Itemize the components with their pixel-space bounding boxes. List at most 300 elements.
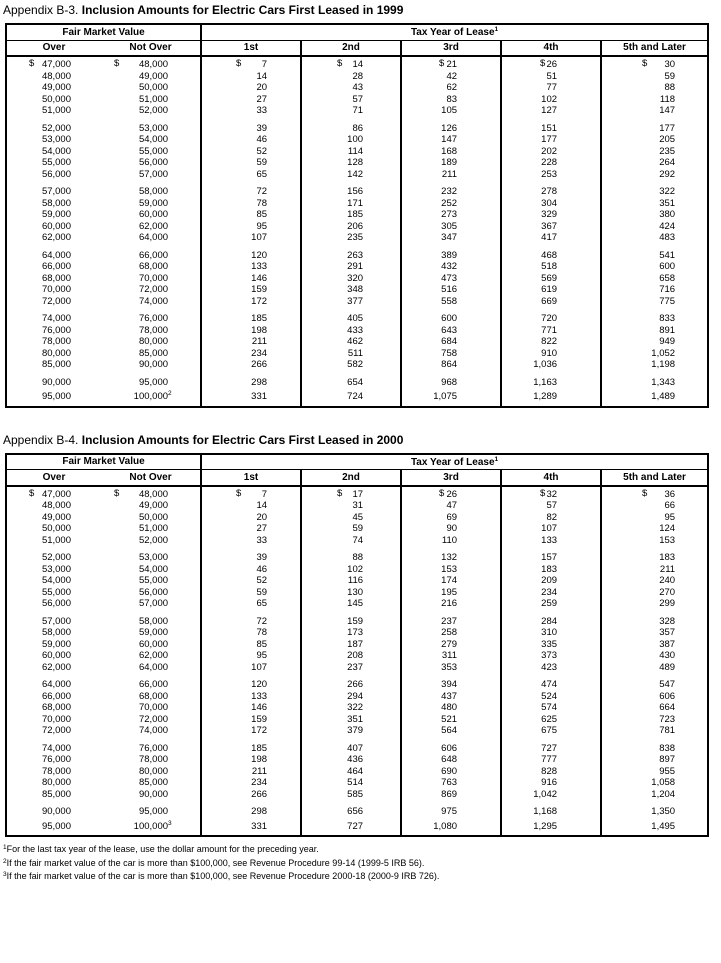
table-cell xyxy=(101,336,201,348)
table-cell xyxy=(301,221,401,233)
table-row xyxy=(6,209,708,221)
table-cell xyxy=(501,157,601,169)
cell-value: 74,000 xyxy=(41,313,71,324)
cell-value: 263 xyxy=(347,249,364,261)
table-cell xyxy=(501,546,601,564)
table-cell xyxy=(201,82,301,94)
table-cell xyxy=(601,388,708,407)
cell-value: 90,000 xyxy=(41,806,71,817)
cell-value: 64,000 xyxy=(138,661,169,673)
table-cell xyxy=(401,650,501,662)
cell-value: 228 xyxy=(541,157,558,168)
cell-value: 74,000 xyxy=(138,295,169,307)
cell-value: 211 xyxy=(251,336,268,347)
cell-value: 279 xyxy=(441,638,458,650)
table-cell xyxy=(301,818,401,837)
table-cell xyxy=(501,800,601,818)
table-cell xyxy=(301,198,401,210)
cell-value: 72,000 xyxy=(41,725,71,736)
table-cell xyxy=(6,296,101,308)
table-cell xyxy=(201,486,301,501)
table-cell xyxy=(301,610,401,628)
table-cell xyxy=(201,232,301,244)
table-cell xyxy=(201,575,301,587)
cell-value: 86 xyxy=(352,122,364,134)
table-cell xyxy=(6,273,101,285)
table-cell xyxy=(101,325,201,337)
cell-value: 59,000 xyxy=(41,209,71,220)
table-cell xyxy=(601,714,708,726)
table-cell xyxy=(401,766,501,778)
dollar-sign: $ xyxy=(439,58,445,69)
table-cell xyxy=(501,348,601,360)
cell-value: 95,000 xyxy=(41,820,71,832)
cell-value: 1,295 xyxy=(533,820,558,832)
cell-value: 1,489 xyxy=(651,391,676,402)
cell-value: 516 xyxy=(441,284,458,295)
tax-year-of-lease-header: Tax Year of Lease$^1$ xyxy=(201,24,708,40)
cell-value: 211 xyxy=(441,168,458,180)
cell-value: 133 xyxy=(251,690,268,702)
table-cell xyxy=(401,284,501,296)
table-row xyxy=(6,371,708,389)
cell-value: 284 xyxy=(541,615,558,627)
table-cell xyxy=(401,221,501,233)
cell-value: 124 xyxy=(659,523,676,534)
cell-value: 514 xyxy=(347,777,364,788)
cell-value: 147 xyxy=(441,134,458,145)
table-cell xyxy=(401,348,501,360)
table-cell xyxy=(601,209,708,221)
cell-value: 65 xyxy=(256,598,268,609)
cell-value: 298 xyxy=(251,376,268,388)
cell-value: 107 xyxy=(541,523,558,534)
table-row xyxy=(6,714,708,726)
cell-value: 51,000 xyxy=(138,93,169,105)
table-cell xyxy=(601,261,708,273)
cell-value: 387 xyxy=(659,638,676,650)
table-cell xyxy=(301,789,401,801)
cell-value: 68,000 xyxy=(138,690,169,702)
column-header-over: Over xyxy=(6,470,101,486)
table-cell xyxy=(101,800,201,818)
table-cell xyxy=(301,94,401,106)
cell-value: 209 xyxy=(541,575,558,586)
table-cell xyxy=(501,818,601,837)
cell-value: 864 xyxy=(441,359,458,370)
table-cell xyxy=(501,261,601,273)
cell-value: 335 xyxy=(541,638,558,650)
cell-value: 95,000 xyxy=(41,391,71,402)
cell-value: 331 xyxy=(251,820,268,832)
table-cell xyxy=(6,71,101,83)
cell-value: 177 xyxy=(541,134,558,145)
dollar-sign: $ xyxy=(642,487,648,499)
table-cell xyxy=(101,535,201,547)
table-cell xyxy=(401,56,501,71)
cell-value: 777 xyxy=(541,754,558,765)
footnote-ref: 3 xyxy=(3,871,7,878)
cell-value: 656 xyxy=(347,806,364,817)
cell-value: 468 xyxy=(541,249,558,261)
cell-value: 47 xyxy=(446,500,458,511)
cell-value: 658 xyxy=(659,272,676,284)
table-cell xyxy=(6,564,101,576)
table-cell xyxy=(501,650,601,662)
appendix-b4-section xyxy=(0,433,721,838)
table-cell xyxy=(201,523,301,535)
table-row xyxy=(6,198,708,210)
row-group xyxy=(6,673,708,737)
table-row xyxy=(6,546,708,564)
table-cell xyxy=(101,627,201,639)
table-cell xyxy=(6,512,101,524)
cell-value: 437 xyxy=(441,690,458,702)
table-cell xyxy=(501,105,601,117)
table-cell xyxy=(6,284,101,296)
table-cell xyxy=(501,702,601,714)
cell-value: 278 xyxy=(541,186,558,197)
cell-value: 59,000 xyxy=(138,197,169,209)
row-group xyxy=(6,800,708,836)
table-cell xyxy=(301,512,401,524)
table-cell xyxy=(601,627,708,639)
table-cell xyxy=(101,244,201,262)
cell-value: 110 xyxy=(441,534,458,546)
cell-value: 357 xyxy=(659,627,676,638)
cell-value: 66 xyxy=(664,500,676,511)
table-cell xyxy=(201,598,301,610)
cell-value: 59 xyxy=(256,586,268,598)
table-cell xyxy=(201,818,301,837)
table-cell xyxy=(201,725,301,737)
table-row xyxy=(6,348,708,360)
cell-value: 53,000 xyxy=(138,122,169,134)
cell-value: 62,000 xyxy=(41,661,71,673)
column-header-1st: 1st xyxy=(201,470,301,486)
table-cell xyxy=(301,157,401,169)
table-cell xyxy=(301,296,401,308)
cell-value: 483 xyxy=(659,232,676,243)
table-cell xyxy=(201,146,301,158)
cell-value: 64,000 xyxy=(138,232,169,243)
table-cell xyxy=(6,56,101,71)
cell-value: 78,000 xyxy=(138,324,169,336)
cell-value: 547 xyxy=(659,679,676,690)
table-cell xyxy=(201,348,301,360)
cell-value: 45 xyxy=(352,511,364,523)
table-cell xyxy=(101,348,201,360)
table-cell xyxy=(201,639,301,651)
cell-value: 30 xyxy=(664,59,676,70)
table-cell xyxy=(6,754,101,766)
table-cell xyxy=(101,691,201,703)
table-cell xyxy=(501,359,601,371)
table-cell xyxy=(6,737,101,755)
footnote xyxy=(3,842,721,856)
cell-value: 258 xyxy=(441,627,458,638)
table-cell xyxy=(501,789,601,801)
cell-value: 65 xyxy=(256,168,268,180)
table-cell xyxy=(301,244,401,262)
cell-value: 90,000 xyxy=(41,376,71,388)
cell-value: 90 xyxy=(446,523,458,534)
column-header-3rd: 3rd xyxy=(401,40,501,56)
cell-value: 57,000 xyxy=(138,168,169,180)
cell-value: 916 xyxy=(541,777,558,788)
cell-value: 187 xyxy=(347,638,364,650)
table-cell xyxy=(301,105,401,117)
table-cell xyxy=(6,232,101,244)
column-header-5th-and-later: 5th and Later xyxy=(601,470,708,486)
table-row xyxy=(6,766,708,778)
column-header-1st: 1st xyxy=(201,40,301,56)
table-cell xyxy=(601,71,708,83)
cell-value: 26 xyxy=(446,488,458,500)
cell-value: 77 xyxy=(546,82,558,93)
cell-value: 64,000 xyxy=(41,679,71,690)
cell-value: 1,198 xyxy=(651,359,676,370)
cell-value: 52,000 xyxy=(41,552,71,563)
table-cell xyxy=(501,221,601,233)
cell-value: 600 xyxy=(441,313,458,324)
cell-value: 118 xyxy=(659,93,676,105)
table-cell xyxy=(601,359,708,371)
table-cell xyxy=(6,486,101,501)
table-row xyxy=(6,134,708,146)
cell-value: 78,000 xyxy=(138,754,169,765)
table-cell xyxy=(101,564,201,576)
cell-value: 76,000 xyxy=(138,313,169,324)
cell-value: 83 xyxy=(446,93,458,105)
cell-value: 625 xyxy=(541,713,558,725)
cell-value: 66,000 xyxy=(41,261,71,272)
cell-value: 177 xyxy=(659,122,676,134)
cell-value: 48,000 xyxy=(41,70,71,82)
cell-value: 85 xyxy=(256,638,268,650)
cell-value: 518 xyxy=(541,261,558,272)
cell-value: 168 xyxy=(441,145,458,157)
table-cell xyxy=(301,336,401,348)
cell-value: 102 xyxy=(347,563,364,575)
cell-value: 727 xyxy=(347,820,364,832)
table-cell xyxy=(201,134,301,146)
table-cell xyxy=(501,598,601,610)
cell-value: 1,036 xyxy=(533,359,558,370)
cell-value: 56,000 xyxy=(138,157,169,168)
table-cell xyxy=(501,307,601,325)
cell-value: 64,000 xyxy=(41,249,71,261)
table-cell xyxy=(101,777,201,789)
table-cell xyxy=(401,209,501,221)
table-cell xyxy=(601,146,708,158)
footnote-ref: 1 xyxy=(3,844,7,851)
table-cell xyxy=(501,691,601,703)
table-row xyxy=(6,777,708,789)
table-cell xyxy=(601,546,708,564)
table-cell xyxy=(101,261,201,273)
table-cell xyxy=(301,284,401,296)
cell-value: 52 xyxy=(256,575,268,586)
table-cell xyxy=(101,146,201,158)
table-cell xyxy=(6,800,101,818)
table-cell xyxy=(601,198,708,210)
cell-value: 758 xyxy=(441,347,458,359)
cell-value: 71 xyxy=(352,105,364,116)
cell-value: 53,000 xyxy=(41,134,71,145)
cell-value: 42 xyxy=(446,70,458,82)
table-cell xyxy=(401,371,501,389)
cell-value: 208 xyxy=(347,650,364,661)
appendix-b4-title-prefix: Appendix B-4. xyxy=(3,432,79,447)
table-cell xyxy=(501,232,601,244)
table-cell xyxy=(401,714,501,726)
table-cell xyxy=(6,371,101,389)
table-cell xyxy=(601,221,708,233)
table-row xyxy=(6,818,708,837)
table-cell xyxy=(501,209,601,221)
table-cell xyxy=(301,486,401,501)
cell-value: 127 xyxy=(541,105,558,116)
cell-value: 183 xyxy=(541,563,558,575)
column-header-5th-and-later: 5th and Later xyxy=(601,40,708,56)
dollar-sign: $ xyxy=(236,58,242,69)
cell-value: 171 xyxy=(347,197,364,209)
dollar-sign: $ xyxy=(337,58,343,69)
table-cell xyxy=(601,336,708,348)
cell-value: 68,000 xyxy=(41,272,71,284)
cell-value: 232 xyxy=(441,186,458,197)
table-cell xyxy=(401,232,501,244)
table-cell xyxy=(601,94,708,106)
footnote-ref: 1 xyxy=(494,26,499,34)
appendix-b3-section xyxy=(0,3,721,408)
table-cell xyxy=(501,766,601,778)
cell-value: 32 xyxy=(546,488,558,500)
appendix-b4-title-main: Inclusion Amounts for Electric Cars First Leased in 2000 xyxy=(81,432,404,447)
table-header xyxy=(6,454,708,486)
table-row xyxy=(6,673,708,691)
cell-value: 48,000 xyxy=(41,500,71,511)
table-cell xyxy=(201,56,301,71)
cell-value: 50,000 xyxy=(138,82,169,93)
cell-value: 237 xyxy=(441,615,458,627)
cell-value: 52,000 xyxy=(138,105,169,116)
cell-value: 394 xyxy=(441,679,458,690)
inclusion-amounts-table xyxy=(5,453,709,838)
table-cell xyxy=(201,702,301,714)
cell-value: 328 xyxy=(659,615,676,627)
cell-value: 50,000 xyxy=(138,511,169,523)
table-cell xyxy=(501,714,601,726)
table-cell xyxy=(401,512,501,524)
cell-value: 14 xyxy=(256,500,268,511)
cell-value: 720 xyxy=(541,313,558,324)
table-cell xyxy=(301,639,401,651)
table-cell xyxy=(301,134,401,146)
table-cell xyxy=(501,564,601,576)
table-row xyxy=(6,610,708,628)
row-group xyxy=(6,486,708,547)
table-cell xyxy=(401,486,501,501)
table-cell xyxy=(601,325,708,337)
cell-value: 351 xyxy=(347,713,364,725)
table-cell xyxy=(401,198,501,210)
cell-value: 60,000 xyxy=(138,638,169,650)
cell-value: 1,075 xyxy=(433,391,458,402)
cell-value: 424 xyxy=(659,220,676,232)
footnote-ref: 2 xyxy=(3,857,7,865)
table-cell xyxy=(6,198,101,210)
table-cell xyxy=(101,134,201,146)
cell-value: 1,343 xyxy=(651,376,676,388)
table-cell xyxy=(601,56,708,71)
cell-value: 100 xyxy=(347,134,364,145)
table-cell xyxy=(501,134,601,146)
cell-value: 234 xyxy=(541,586,558,598)
table-cell xyxy=(6,82,101,94)
cell-value: 968 xyxy=(441,376,458,388)
table-cell xyxy=(301,650,401,662)
table-cell xyxy=(401,587,501,599)
cell-value: 74,000 xyxy=(41,742,71,754)
cell-value: 211 xyxy=(251,765,268,777)
cell-value: 72,000 xyxy=(138,713,169,725)
cell-value: 298 xyxy=(251,806,268,817)
cell-value: 57,000 xyxy=(41,186,71,197)
table-cell xyxy=(301,325,401,337)
table-cell xyxy=(401,546,501,564)
cell-value: 159 xyxy=(251,713,268,725)
cell-value: 322 xyxy=(347,702,364,713)
table-cell xyxy=(601,157,708,169)
table-cell xyxy=(6,777,101,789)
table-cell xyxy=(201,180,301,198)
inclusion-amounts-table xyxy=(5,23,709,408)
table-cell xyxy=(101,598,201,610)
table-cell xyxy=(201,359,301,371)
row-group xyxy=(6,244,708,308)
table-cell xyxy=(101,673,201,691)
table-cell xyxy=(601,523,708,535)
cell-value: 1,168 xyxy=(533,806,558,817)
cell-value: 266 xyxy=(347,679,364,690)
cell-value: 76,000 xyxy=(41,754,71,765)
column-header-not-over: Not Over xyxy=(101,470,201,486)
table-cell xyxy=(101,284,201,296)
row-group xyxy=(6,610,708,674)
cell-value: 51,000 xyxy=(41,105,71,116)
cell-value: 7 xyxy=(261,59,268,70)
cell-value: 66,000 xyxy=(41,690,71,702)
table-cell xyxy=(401,105,501,117)
cell-value: 473 xyxy=(441,272,458,284)
table-cell xyxy=(401,673,501,691)
table-cell xyxy=(201,500,301,512)
table-cell xyxy=(501,639,601,651)
cell-value: 1,495 xyxy=(651,820,676,832)
table-cell xyxy=(301,523,401,535)
table-cell xyxy=(601,244,708,262)
cell-value: 423 xyxy=(541,661,558,673)
cell-value: 53,000 xyxy=(41,563,71,575)
table-cell xyxy=(201,198,301,210)
table-cell xyxy=(601,284,708,296)
cell-value: 95,000 xyxy=(138,806,169,817)
cell-value: 80,000 xyxy=(138,336,169,347)
table-cell xyxy=(601,307,708,325)
table-cell xyxy=(6,575,101,587)
